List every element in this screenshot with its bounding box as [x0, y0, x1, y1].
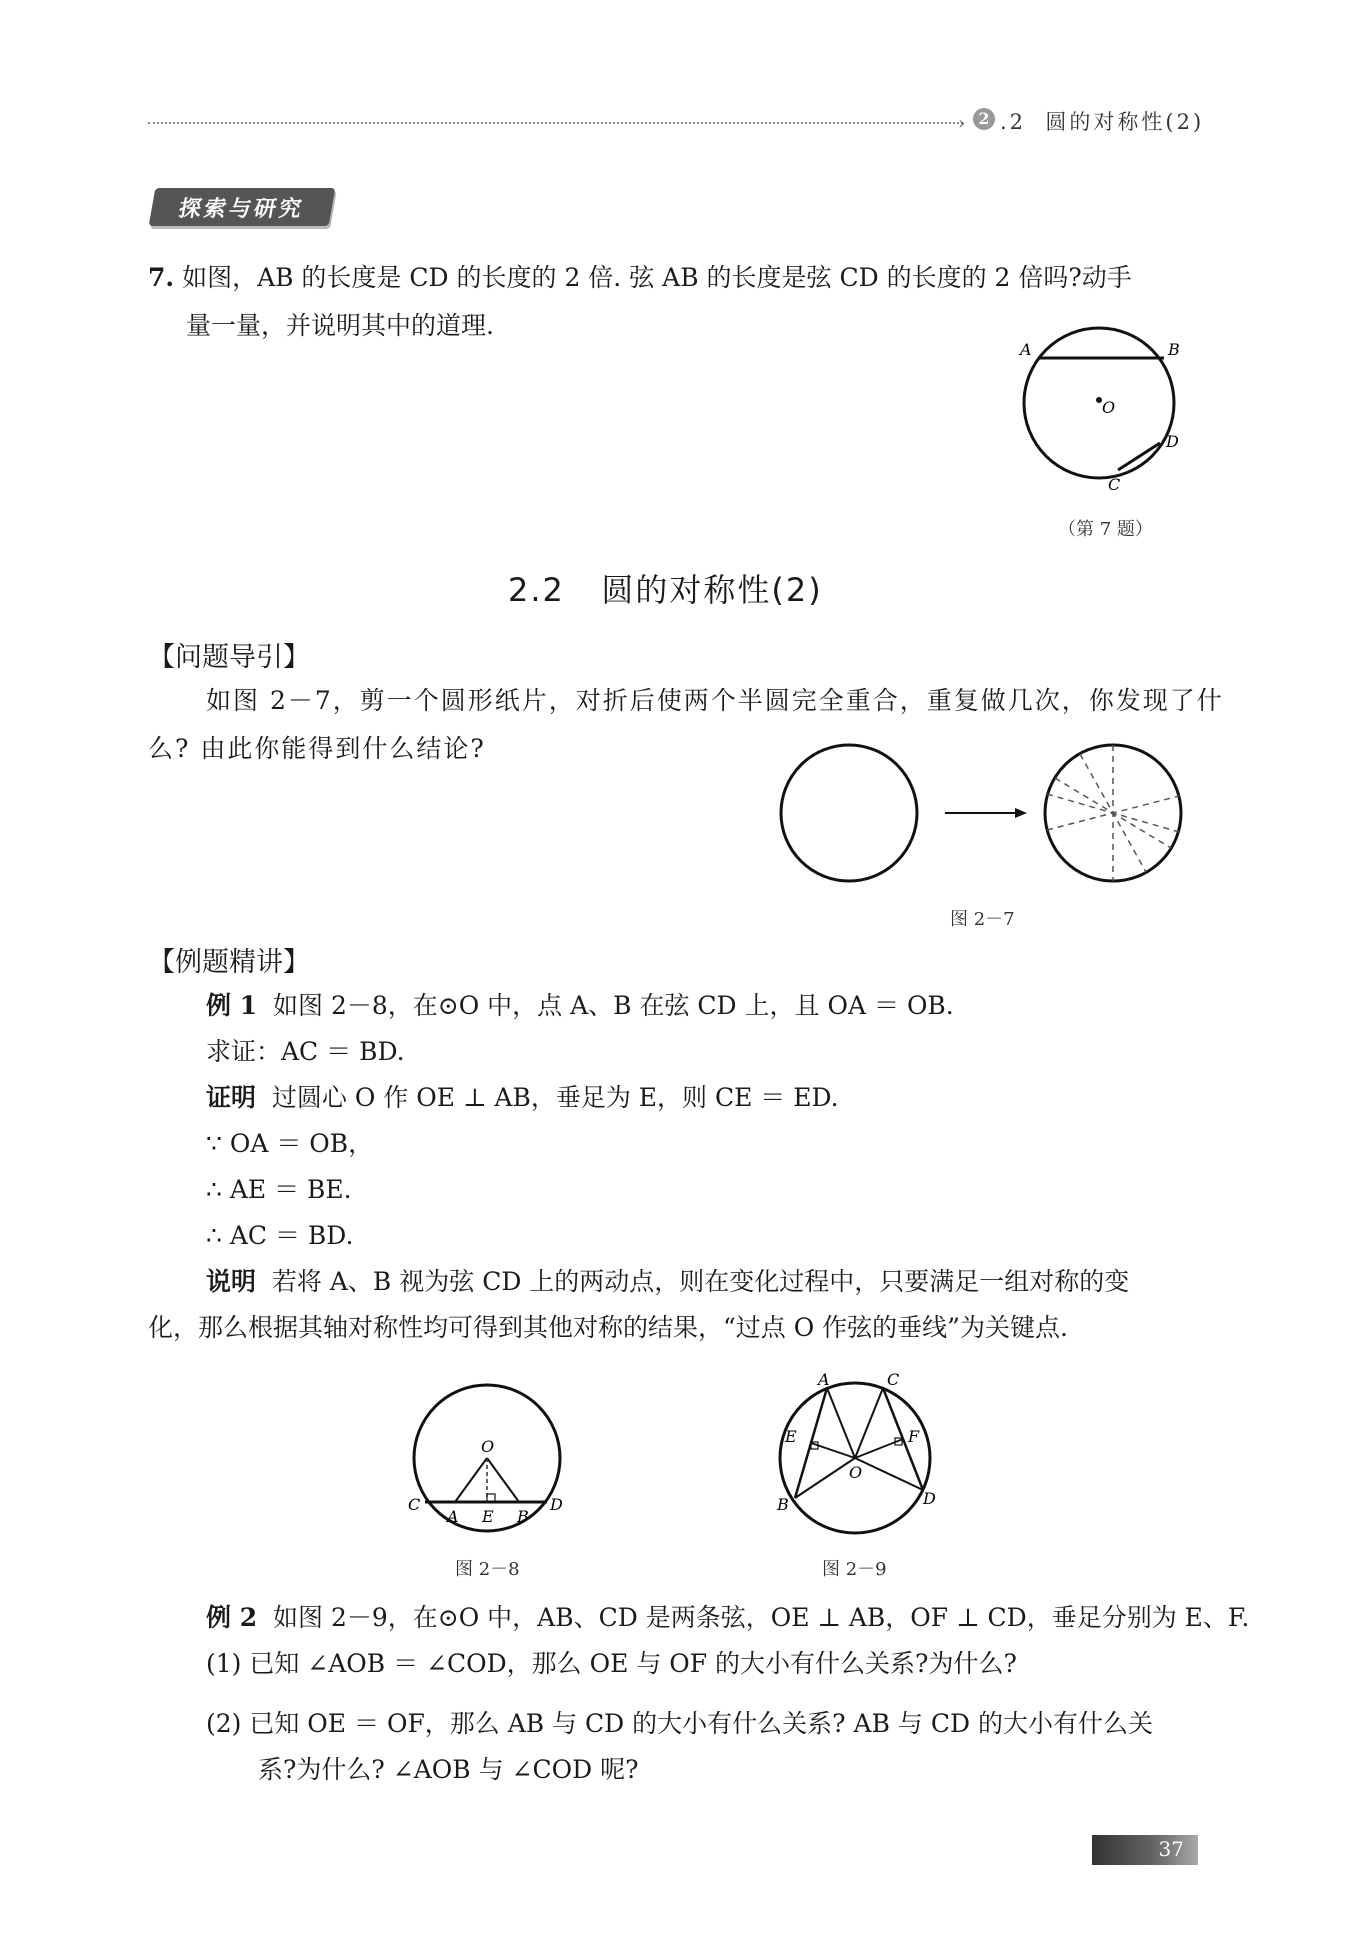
example-2-label: 例 2 — [206, 1603, 258, 1632]
example-1-label: 例 1 — [206, 991, 258, 1020]
fig9-label-b: B — [777, 1495, 789, 1514]
proof-line — [206, 1074, 839, 1122]
arrow-icon — [1015, 808, 1027, 818]
fig9-label-o: O — [849, 1463, 863, 1482]
figure-q7 — [1010, 325, 1190, 495]
fold-lines — [1047, 745, 1179, 881]
fig9-oc — [855, 1388, 883, 1458]
header-rule — [148, 122, 963, 124]
label-a: A — [1020, 340, 1032, 359]
example-1-text: 如图 2－8，在⊙O 中，点 A、B 在弦 CD 上，且 OA ＝ OB. — [273, 991, 954, 1020]
figure-2-9 — [765, 1370, 965, 1545]
fig8-label-c: C — [408, 1495, 421, 1514]
section-number: 2.2 — [508, 571, 565, 609]
proof-label: 证明 — [206, 1083, 257, 1112]
paper-circle — [781, 745, 917, 881]
fig8-label-a: A — [447, 1507, 459, 1526]
example-2 — [206, 1594, 1249, 1642]
proof-step-3: ∴ AC ＝ BD. — [206, 1221, 354, 1250]
label-b: B — [1168, 340, 1180, 359]
fig9-label-c: C — [887, 1370, 900, 1389]
fig8-label-e: E — [482, 1507, 494, 1526]
example-2-text: 如图 2－9，在⊙O 中，AB、CD 是两条弦，OE ⊥ AB，OF ⊥ CD，垂足分别为 E、F. — [273, 1603, 1250, 1632]
fig8-oa — [455, 1458, 487, 1502]
section-title — [508, 565, 823, 611]
example-1 — [206, 982, 954, 1030]
label-o: O — [1102, 398, 1116, 417]
examples-heading: 【例题精讲】 — [148, 947, 310, 978]
figure-2-9-caption: 图 2－9 — [822, 1559, 887, 1580]
note-line-2: 化，那么根据其轴对称性均可得到其他对称的结果，“过点 O 作弦的垂线”为关键点. — [148, 1313, 1068, 1342]
example-1-prove: 求证：AC ＝ BD. — [206, 1037, 405, 1066]
page-number-bar — [1092, 1835, 1198, 1865]
example-2-q1: (1) 已知 ∠AOB ＝ ∠COD，那么 OE 与 OF 的大小有什么关系?为什么? — [206, 1649, 1017, 1678]
proof-text: 过圆心 O 作 OE ⊥ AB，垂足为 E，则 CE ＝ ED. — [271, 1083, 839, 1112]
guide-line-1: 如图 2－7，剪一个圆形纸片，对折后使两个半圆完全重合，重复做几次，你发现了什 — [206, 686, 1224, 715]
fig9-label-e: E — [785, 1427, 797, 1446]
figure-2-8 — [405, 1380, 585, 1540]
header-arrow-icon: › — [958, 113, 966, 134]
question-line-1: 如图，AB 的长度是 CD 的长度的 2 倍. 弦 AB 的长度是弦 CD 的长度的 2 倍吗?动手 — [182, 263, 1132, 292]
fig9-oa — [827, 1388, 855, 1458]
fig8-label-o: O — [481, 1437, 495, 1456]
fig9-label-f: F — [908, 1427, 920, 1446]
page-number: 37 — [1158, 1837, 1184, 1861]
question-line-2: 量一量，并说明其中的道理. — [186, 311, 494, 340]
guide-line-2: 么? 由此你能得到什么结论? — [148, 734, 486, 763]
fig8-label-b: B — [517, 1507, 529, 1526]
proof-step-2: ∴ AE ＝ BE. — [206, 1175, 352, 1204]
question-7 — [148, 254, 1132, 302]
proof-step-1: ∵ OA ＝ OB， — [206, 1129, 374, 1158]
figure-2-7-caption: 图 2－7 — [950, 909, 1015, 930]
note-text-1: 若将 A、B 视为弦 CD 上的两动点，则在变化过程中，只要满足一组对称的变 — [271, 1267, 1130, 1296]
label-c: C — [1108, 475, 1121, 494]
fig9-label-d: D — [923, 1489, 936, 1508]
example-2-q2-line-2: 系?为什么? ∠AOB 与 ∠COD 呢? — [258, 1755, 639, 1784]
figure-2-8-caption: 图 2－8 — [455, 1559, 520, 1580]
explore-badge: 探索与研究 — [149, 188, 336, 226]
section-title-text: 圆的对称性(2) — [601, 571, 823, 609]
header-title: .2 圆的对称性(2) — [1000, 110, 1205, 134]
fig9-label-a: A — [818, 1370, 830, 1389]
figure-2-7 — [775, 740, 1195, 890]
guide-heading: 【问题导引】 — [148, 642, 310, 673]
question-number: 7. — [148, 263, 175, 292]
note-label: 说明 — [206, 1267, 257, 1296]
figure-q7-caption: （第 7 题） — [1058, 519, 1153, 540]
example-2-q2-line-1: (2) 已知 OE ＝ OF，那么 AB 与 CD 的大小有什么关系? AB 与 CD 的大小有什么关 — [206, 1709, 1153, 1738]
fig8-label-d: D — [550, 1495, 563, 1514]
fig8-ob — [487, 1458, 519, 1502]
label-d: D — [1166, 432, 1179, 451]
chapter-badge: 2 — [973, 108, 995, 130]
note-line-1 — [206, 1258, 1129, 1306]
